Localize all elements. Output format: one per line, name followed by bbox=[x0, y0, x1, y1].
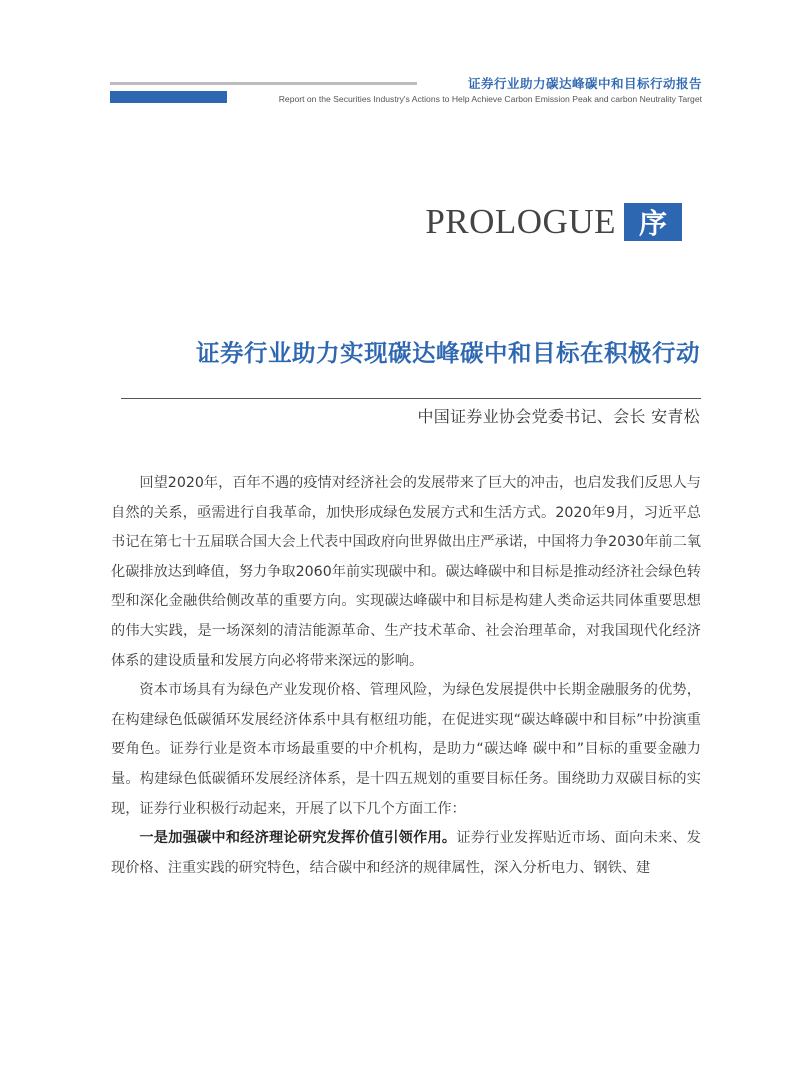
title-divider bbox=[121, 398, 701, 399]
prologue-en-label: PROLOGUE bbox=[425, 202, 616, 241]
header-gray-bar bbox=[110, 82, 417, 85]
paragraph-1: 回望2020年，百年不遇的疫情对经济社会的发展带来了巨大的冲击，也启发我们反思人与自然的关系，亟需进行自我革命，加快形成绿色发展方式和生活方式。2020年9月，习近平总书记在第七十五届联合国大会上代表中国政府向世界做出庄严承诺，中国将力争2030年前二氧化碳排放达到峰值，努力争取2060年前实现碳中和。碳达峰碳中和目标是推动经济社会绿色转型和深化金融供给侧改革的重要方向。实现碳达峰碳中和目标是构建人类命运共同体重要思想的伟大实践，是一场深刻的清洁能源革命、生产技术革命、社会治理革命，对我国现代化经济体系的建设质量和发展方向必将带来深远的影响。 bbox=[111, 475, 701, 669]
prologue-cn-badge: 序 bbox=[624, 203, 682, 241]
paragraph-3 bbox=[111, 824, 701, 883]
header-title-cn: 证券行业助力碳达峰碳中和目标行动报告 bbox=[467, 76, 702, 91]
header-title-en: Report on the Securities Industry's Actions to Help Achieve Carbon Emission Peak and carbon Neutrality Target bbox=[278, 94, 702, 104]
header-blue-bar bbox=[110, 91, 227, 103]
paragraph-3-text: 证券行业发挥贴近市场、面向未来、发现价格、注重实践的研究特色，结合碳中和经济的规律属性，深入分析电力、钢铁、建 bbox=[111, 830, 701, 876]
prologue-heading bbox=[425, 200, 682, 244]
article-body bbox=[111, 469, 701, 883]
article-author: 中国证券业协会党委书记、会长 安青松 bbox=[417, 407, 700, 426]
paragraph-2: 资本市场具有为绿色产业发现价格、管理风险，为绿色发展提供中长期金融服务的优势，在构建绿色低碳循环发展经济体系中具有枢纽功能，在促进实现“碳达峰碳中和目标”中扮演重要角色。证券行业是资本市场最重要的中介机构，是助力“碳达峰 碳中和”目标的重要金融力量。构建绿色低碳循环发展经济体系，是十四五规划的重要目标任务。围绕助力双碳目标的实现，证券行业积极行动起来，开展了以下几个方面工作： bbox=[111, 682, 701, 817]
paragraph-3-lead: 一是加强碳中和经济理论研究发挥价值引领作用。 bbox=[139, 830, 457, 847]
article-title: 证券行业助力实现碳达峰碳中和目标在积极行动 bbox=[196, 339, 700, 367]
